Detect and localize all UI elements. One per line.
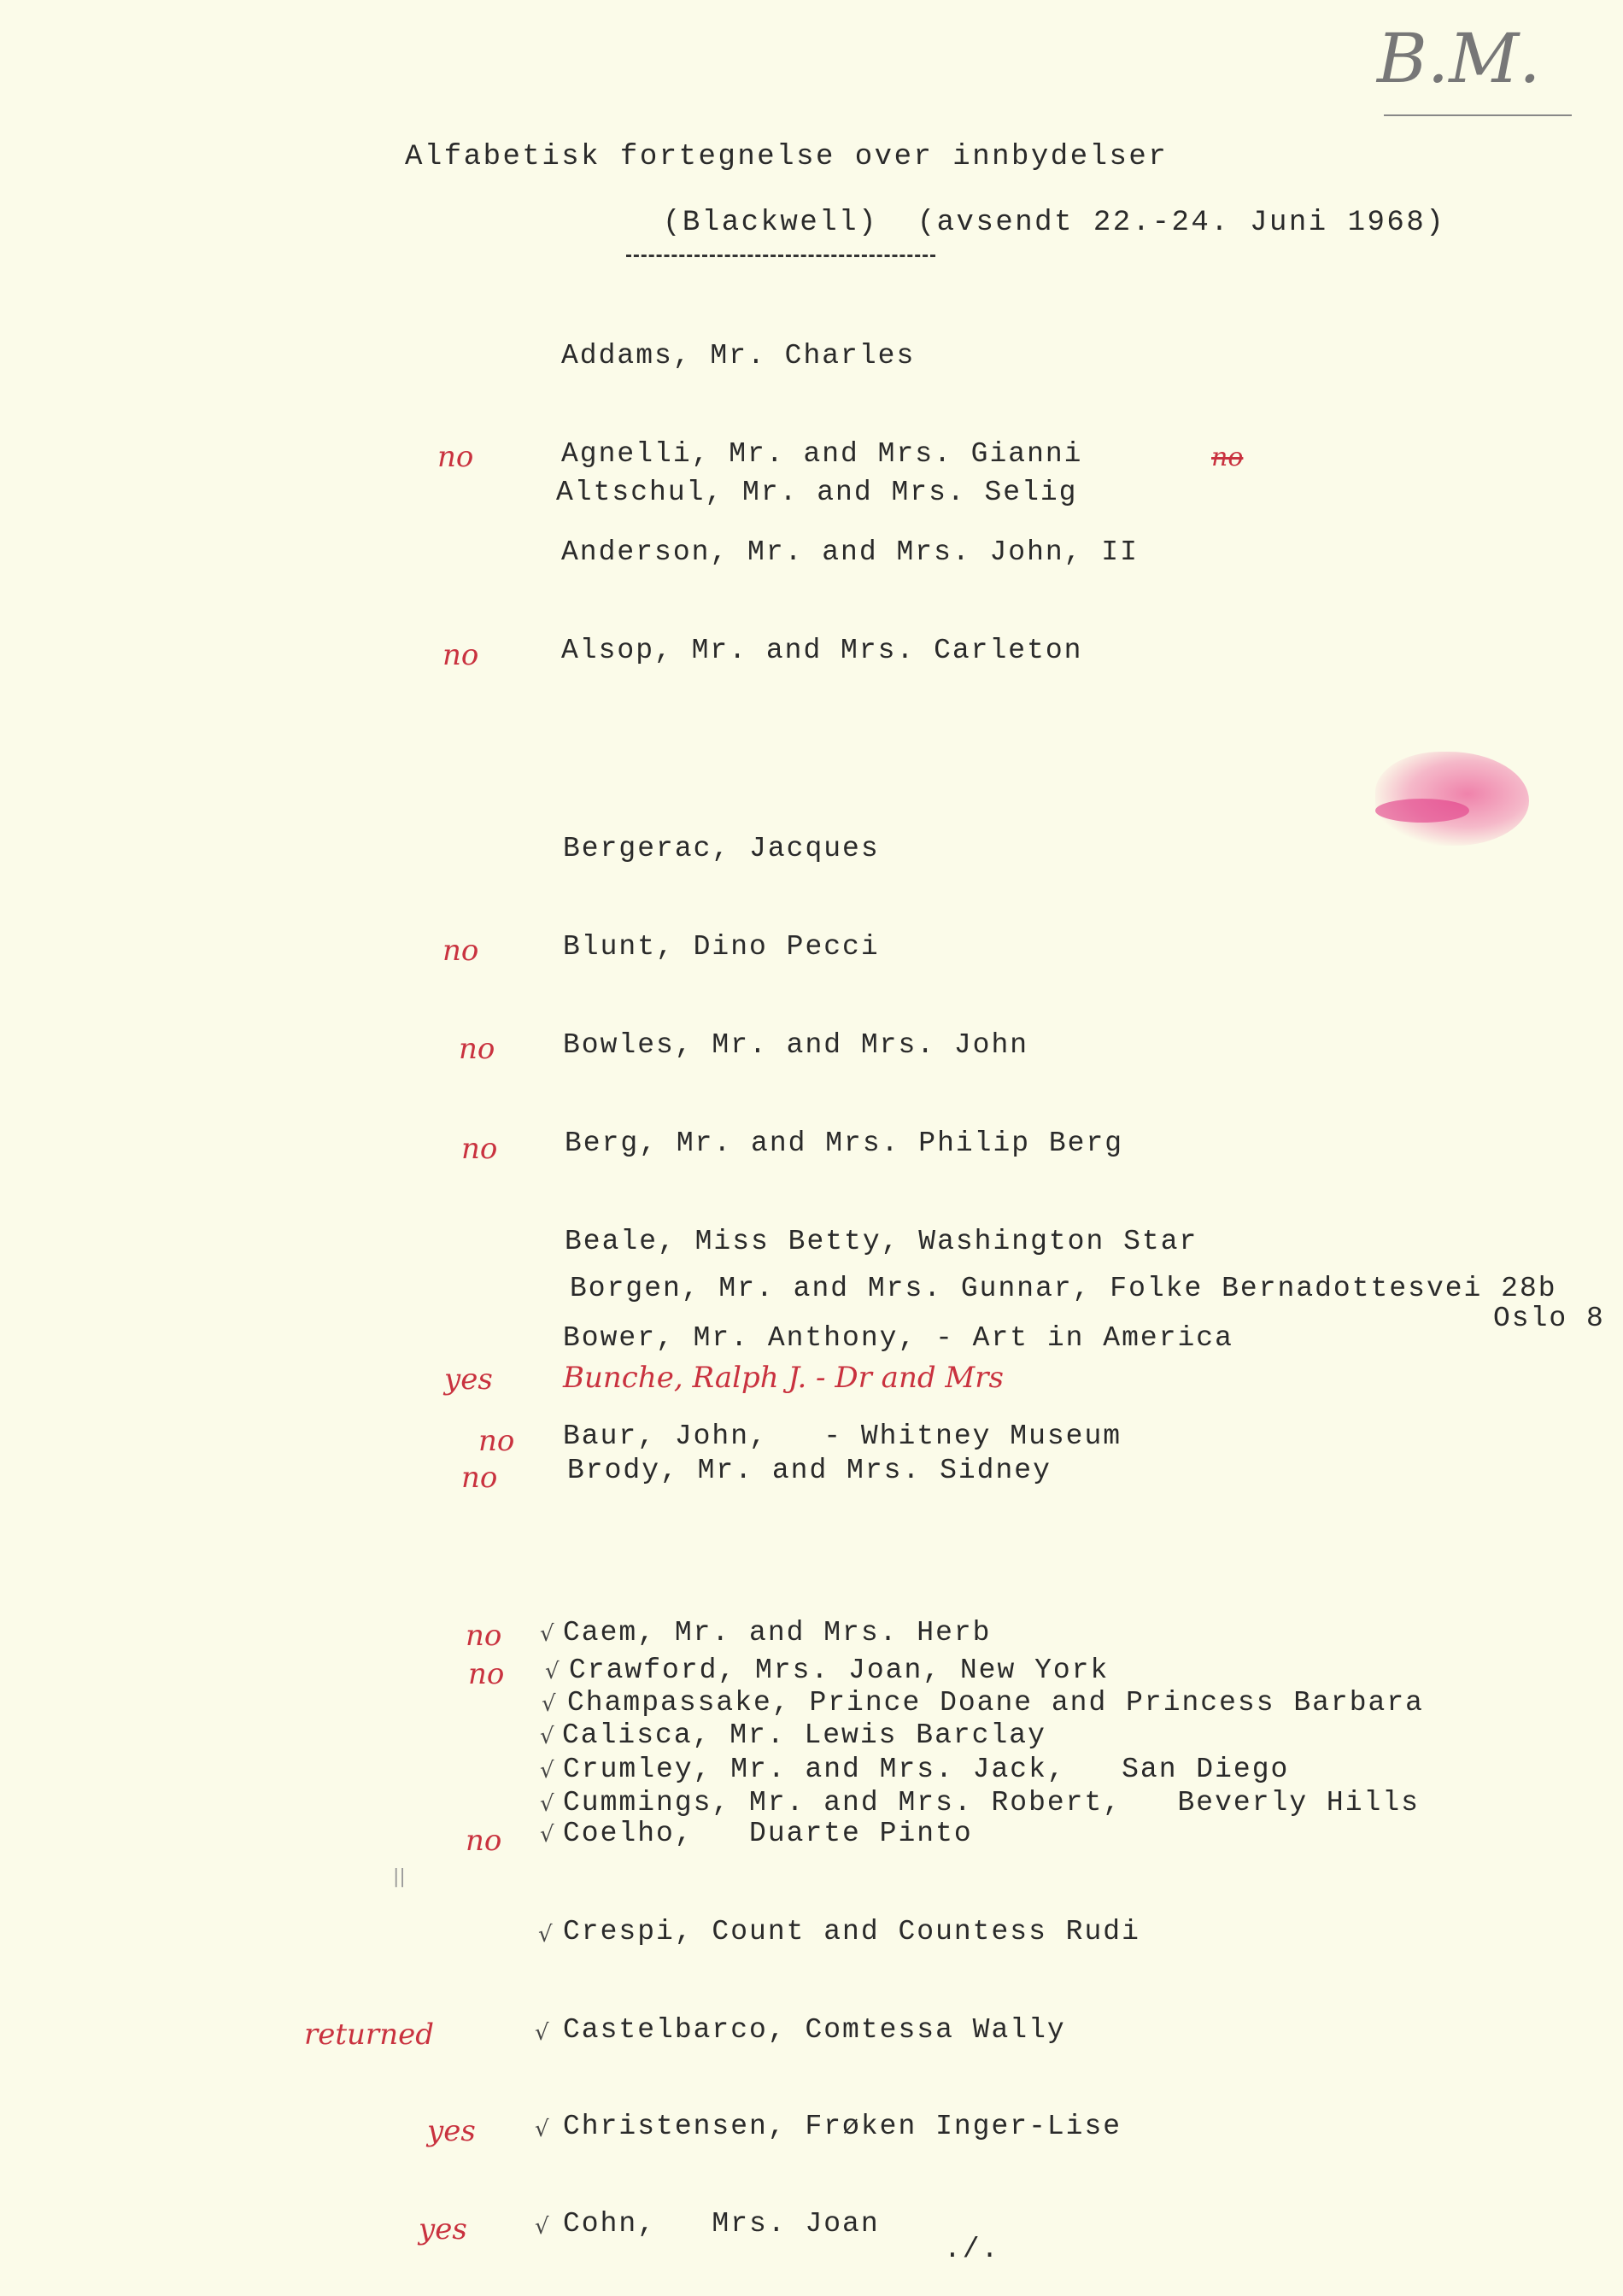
note-christensen: yes xyxy=(427,2114,476,2148)
check-castelbarco: √ xyxy=(535,2020,549,2046)
entry-calisca: Calisca, Mr. Lewis Barclay xyxy=(562,1719,1046,1751)
note-alsop: no xyxy=(442,638,479,672)
note-bowles: no xyxy=(459,1032,495,1066)
entry-cohn: Cohn, Mrs. Joan xyxy=(563,2208,880,2240)
ink-stain xyxy=(1375,752,1529,846)
entry-cummings: Cummings, Mr. and Mrs. Robert, Beverly Hills xyxy=(563,1787,1420,1819)
note-baur: no xyxy=(478,1424,515,1458)
check-caem: √ xyxy=(540,1621,554,1647)
entry-crespi: Crespi, Count and Countess Rudi xyxy=(563,1916,1140,1948)
entry-bergerac: Bergerac, Jacques xyxy=(563,833,880,864)
note-agnelli: no xyxy=(437,440,474,474)
struck-out-note: no xyxy=(1211,442,1244,472)
check-crespi: √ xyxy=(538,1922,553,1948)
initials-underline xyxy=(1384,114,1572,116)
entry-alsop: Alsop, Mr. and Mrs. Carleton xyxy=(561,635,1083,666)
entry-christensen: Christensen, Frøken Inger-Lise xyxy=(563,2111,1122,2142)
entry-borgen: Borgen, Mr. and Mrs. Gunnar, Folke Bernadottesvei 28b xyxy=(570,1273,1557,1304)
check-champassake: √ xyxy=(542,1691,556,1717)
entry-agnelli: Agnelli, Mr. and Mrs. Gianni xyxy=(561,438,1083,470)
entry-altschul: Altschul, Mr. and Mrs. Selig xyxy=(556,477,1078,508)
entry-champassake: Champassake, Prince Doane and Princess Barbara xyxy=(567,1687,1424,1719)
entry-caem: Caem, Mr. and Mrs. Herb xyxy=(563,1617,992,1649)
corner-initials: B.M. xyxy=(1377,19,1541,98)
ink-stain-tail xyxy=(1375,799,1469,823)
check-cohn: √ xyxy=(535,2214,549,2240)
note-caem: no xyxy=(466,1619,502,1653)
entry-crawford: Crawford, Mrs. Joan, New York xyxy=(569,1655,1110,1686)
entry-beale: Beale, Miss Betty, Washington Star xyxy=(565,1226,1198,1257)
note-cohn: yes xyxy=(419,2212,467,2246)
check-crawford: √ xyxy=(545,1659,560,1684)
entry-anderson: Anderson, Mr. and Mrs. John, II xyxy=(561,536,1139,568)
entry-crumley: Crumley, Mr. and Mrs. Jack, San Diego xyxy=(563,1754,1290,1785)
entry-berg: Berg, Mr. and Mrs. Philip Berg xyxy=(565,1128,1124,1159)
check-calisca: √ xyxy=(540,1724,554,1749)
page-continuation-mark: ./. xyxy=(944,2234,1000,2265)
entry-bunche-handwritten: Bunche, Ralph J. - Dr and Mrs xyxy=(563,1361,1004,1395)
document-subtitle: (Blackwell) (avsendt 22.-24. Juni 1968) xyxy=(663,207,1446,239)
entry-coelho: Coelho, Duarte Pinto xyxy=(563,1818,973,1849)
note-crawford: no xyxy=(468,1657,505,1691)
note-castelbarco: returned xyxy=(304,2018,434,2052)
check-coelho: √ xyxy=(540,1822,554,1848)
note-bunche: yes xyxy=(444,1362,493,1397)
document-title: Alfabetisk fortegnelse over innbydelser xyxy=(405,141,1169,173)
note-brody: no xyxy=(461,1461,498,1495)
entry-brody: Brody, Mr. and Mrs. Sidney xyxy=(567,1455,1052,1486)
entry-baur: Baur, John, - Whitney Museum xyxy=(563,1420,1122,1452)
note-berg: no xyxy=(461,1132,498,1166)
entry-borgen-city: Oslo 8 xyxy=(1493,1303,1605,1334)
note-blunt: no xyxy=(442,934,479,968)
title-divider xyxy=(626,255,935,257)
entry-addams: Addams, Mr. Charles xyxy=(561,340,916,372)
check-christensen: √ xyxy=(535,2117,549,2142)
check-crumley: √ xyxy=(540,1758,554,1784)
note-coelho: no xyxy=(466,1824,502,1858)
entry-blunt: Blunt, Dino Pecci xyxy=(563,931,880,963)
entry-bowles: Bowles, Mr. and Mrs. John xyxy=(563,1029,1029,1061)
margin-mark: || xyxy=(393,1866,406,1888)
check-cummings: √ xyxy=(540,1791,554,1817)
entry-castelbarco: Castelbarco, Comtessa Wally xyxy=(563,2014,1066,2046)
entry-bower: Bower, Mr. Anthony, - Art in America xyxy=(563,1322,1233,1354)
